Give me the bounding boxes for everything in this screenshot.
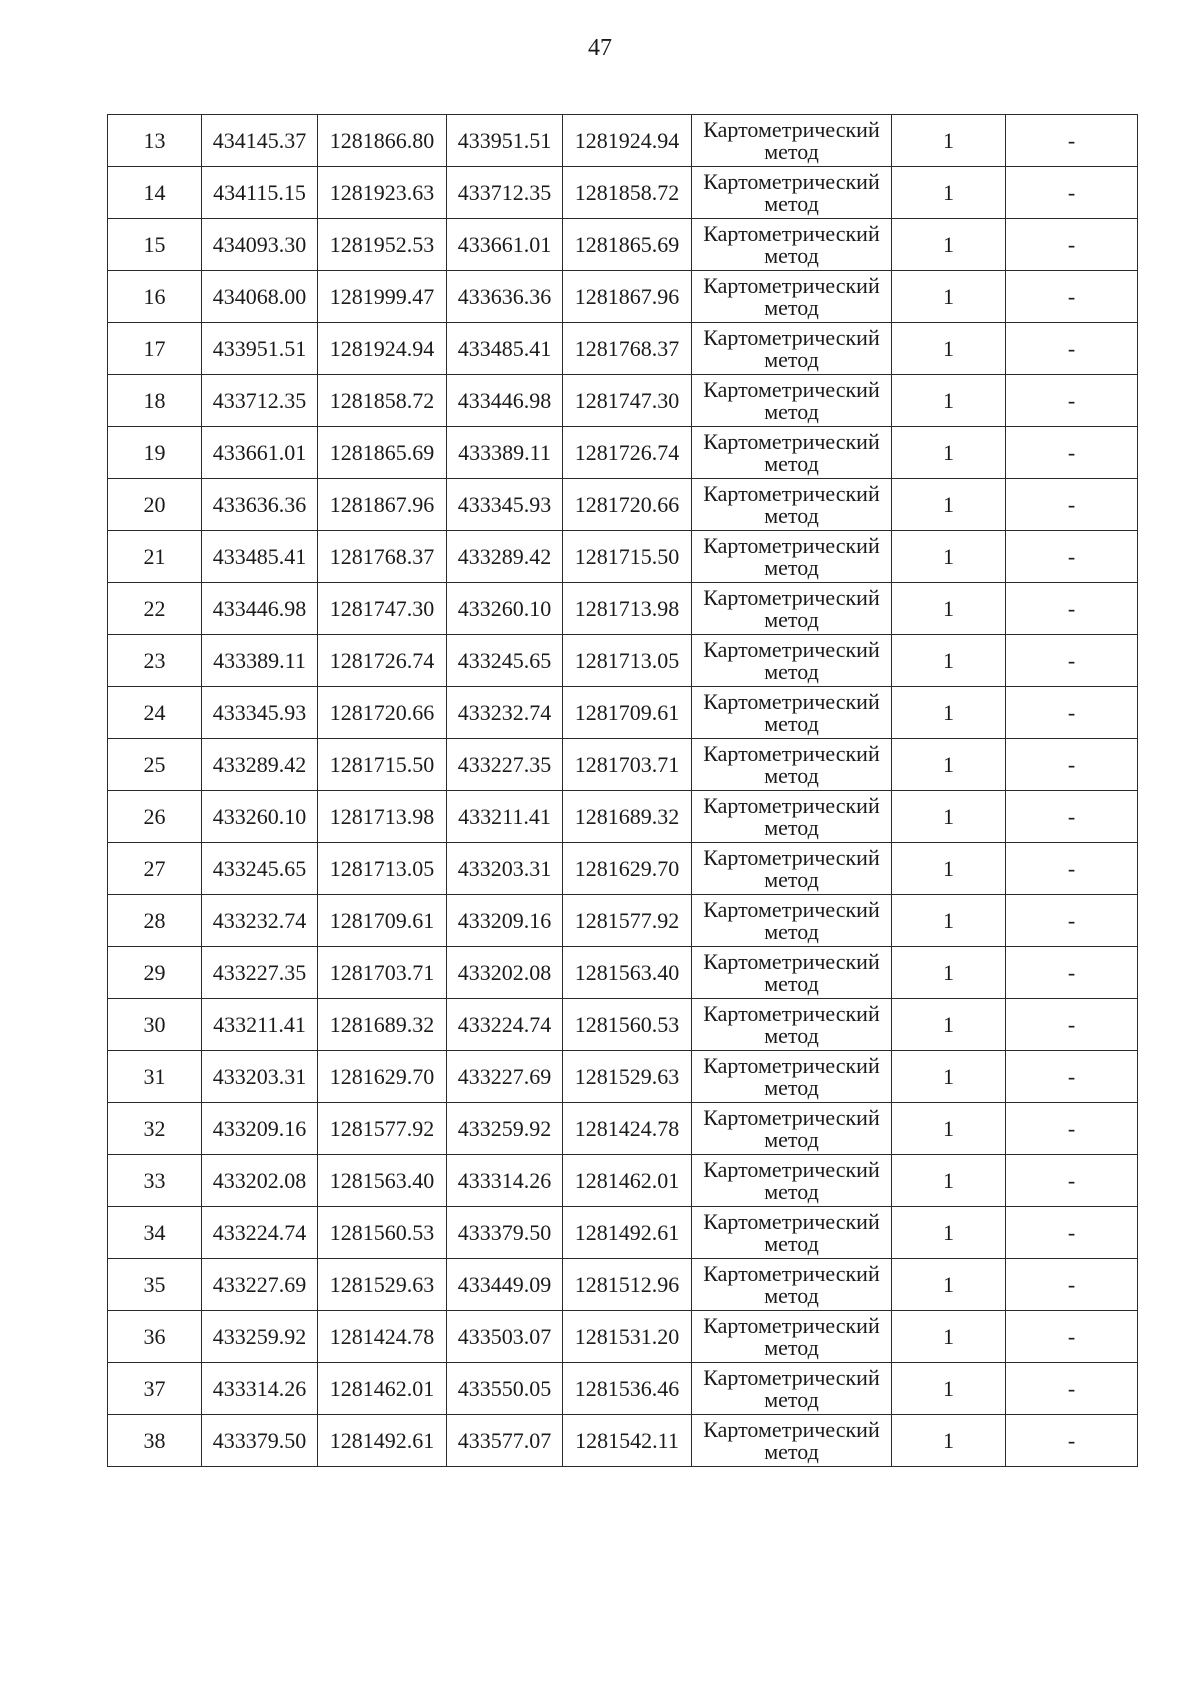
method-cell xyxy=(692,1259,892,1311)
point-number-cell: 27 xyxy=(108,843,202,895)
y-end-cell: 1281720.66 xyxy=(563,479,692,531)
method-cell xyxy=(692,271,892,323)
table-row xyxy=(108,219,1138,271)
method-cell xyxy=(692,427,892,479)
y-start-cell: 1281747.30 xyxy=(318,583,447,635)
x-start-cell: 433260.10 xyxy=(202,791,318,843)
note-cell: - xyxy=(1006,375,1138,427)
y-start-cell: 1281577.92 xyxy=(318,1103,447,1155)
method-cell xyxy=(692,1207,892,1259)
table-row xyxy=(108,531,1138,583)
note-cell: - xyxy=(1006,1311,1138,1363)
point-number-cell: 18 xyxy=(108,375,202,427)
accuracy-cell: 1 xyxy=(892,843,1006,895)
method-cell xyxy=(692,479,892,531)
x-end-cell: 433485.41 xyxy=(447,323,563,375)
accuracy-cell: 1 xyxy=(892,895,1006,947)
point-number-cell: 17 xyxy=(108,323,202,375)
y-start-cell: 1281529.63 xyxy=(318,1259,447,1311)
accuracy-cell: 1 xyxy=(892,427,1006,479)
x-end-cell: 433389.11 xyxy=(447,427,563,479)
x-start-cell: 433203.31 xyxy=(202,1051,318,1103)
point-number-cell: 28 xyxy=(108,895,202,947)
method-line-1: Картометрический xyxy=(703,949,880,974)
y-start-cell: 1281563.40 xyxy=(318,1155,447,1207)
note-cell: - xyxy=(1006,1415,1138,1467)
x-end-cell: 433449.09 xyxy=(447,1259,563,1311)
y-start-cell: 1281689.32 xyxy=(318,999,447,1051)
y-end-cell: 1281563.40 xyxy=(563,947,692,999)
method-cell xyxy=(692,895,892,947)
method-line-2: метод xyxy=(764,1387,819,1412)
x-end-cell: 433232.74 xyxy=(447,687,563,739)
x-start-cell: 433211.41 xyxy=(202,999,318,1051)
method-cell xyxy=(692,531,892,583)
x-start-cell: 433202.08 xyxy=(202,1155,318,1207)
method-line-1: Картометрический xyxy=(703,533,880,558)
table-row xyxy=(108,271,1138,323)
x-end-cell: 433289.42 xyxy=(447,531,563,583)
x-end-cell: 433259.92 xyxy=(447,1103,563,1155)
accuracy-cell: 1 xyxy=(892,1311,1006,1363)
method-line-1: Картометрический xyxy=(703,845,880,870)
accuracy-cell: 1 xyxy=(892,531,1006,583)
point-number-cell: 36 xyxy=(108,1311,202,1363)
y-start-cell: 1281924.94 xyxy=(318,323,447,375)
method-line-2: метод xyxy=(764,347,819,372)
accuracy-cell: 1 xyxy=(892,323,1006,375)
method-cell xyxy=(692,1311,892,1363)
point-number-cell: 14 xyxy=(108,167,202,219)
method-cell xyxy=(692,115,892,167)
x-start-cell: 433712.35 xyxy=(202,375,318,427)
method-line-1: Картометрический xyxy=(703,117,880,142)
method-line-2: метод xyxy=(764,1179,819,1204)
x-end-cell: 433951.51 xyxy=(447,115,563,167)
accuracy-cell: 1 xyxy=(892,635,1006,687)
table-row xyxy=(108,791,1138,843)
x-start-cell: 433345.93 xyxy=(202,687,318,739)
x-start-cell: 433485.41 xyxy=(202,531,318,583)
method-line-1: Картометрический xyxy=(703,689,880,714)
table-row xyxy=(108,1311,1138,1363)
method-line-1: Картометрический xyxy=(703,221,880,246)
table-row xyxy=(108,1259,1138,1311)
coordinates-table xyxy=(107,114,1138,1467)
accuracy-cell: 1 xyxy=(892,219,1006,271)
method-line-1: Картометрический xyxy=(703,1001,880,1026)
method-line-2: метод xyxy=(764,659,819,684)
method-line-2: метод xyxy=(764,867,819,892)
method-line-1: Картометрический xyxy=(703,481,880,506)
x-end-cell: 433260.10 xyxy=(447,583,563,635)
method-line-2: метод xyxy=(764,711,819,736)
method-line-1: Картометрический xyxy=(703,585,880,610)
y-end-cell: 1281715.50 xyxy=(563,531,692,583)
table-row xyxy=(108,115,1138,167)
point-number-cell: 20 xyxy=(108,479,202,531)
x-start-cell: 433227.69 xyxy=(202,1259,318,1311)
note-cell: - xyxy=(1006,739,1138,791)
page-number: 47 xyxy=(588,35,612,61)
accuracy-cell: 1 xyxy=(892,271,1006,323)
note-cell: - xyxy=(1006,427,1138,479)
note-cell: - xyxy=(1006,999,1138,1051)
method-cell xyxy=(692,323,892,375)
x-start-cell: 434068.00 xyxy=(202,271,318,323)
method-line-1: Картометрический xyxy=(703,273,880,298)
method-line-2: метод xyxy=(764,1127,819,1152)
x-start-cell: 433379.50 xyxy=(202,1415,318,1467)
y-end-cell: 1281462.01 xyxy=(563,1155,692,1207)
point-number-cell: 15 xyxy=(108,219,202,271)
accuracy-cell: 1 xyxy=(892,791,1006,843)
method-line-2: метод xyxy=(764,1231,819,1256)
y-start-cell: 1281768.37 xyxy=(318,531,447,583)
y-end-cell: 1281529.63 xyxy=(563,1051,692,1103)
note-cell: - xyxy=(1006,219,1138,271)
point-number-cell: 38 xyxy=(108,1415,202,1467)
x-start-cell: 433951.51 xyxy=(202,323,318,375)
method-line-2: метод xyxy=(764,971,819,996)
x-start-cell: 433227.35 xyxy=(202,947,318,999)
accuracy-cell: 1 xyxy=(892,583,1006,635)
note-cell: - xyxy=(1006,1103,1138,1155)
table-row xyxy=(108,375,1138,427)
accuracy-cell: 1 xyxy=(892,1363,1006,1415)
method-line-2: метод xyxy=(764,815,819,840)
x-start-cell: 433661.01 xyxy=(202,427,318,479)
point-number-cell: 32 xyxy=(108,1103,202,1155)
table-row xyxy=(108,1207,1138,1259)
table-row xyxy=(108,583,1138,635)
method-cell xyxy=(692,219,892,271)
accuracy-cell: 1 xyxy=(892,1207,1006,1259)
method-cell xyxy=(692,947,892,999)
x-end-cell: 433577.07 xyxy=(447,1415,563,1467)
table-row xyxy=(108,1103,1138,1155)
x-start-cell: 433636.36 xyxy=(202,479,318,531)
point-number-cell: 22 xyxy=(108,583,202,635)
note-cell: - xyxy=(1006,583,1138,635)
accuracy-cell: 1 xyxy=(892,479,1006,531)
y-start-cell: 1281726.74 xyxy=(318,635,447,687)
accuracy-cell: 1 xyxy=(892,1259,1006,1311)
accuracy-cell: 1 xyxy=(892,375,1006,427)
note-cell: - xyxy=(1006,1155,1138,1207)
method-cell xyxy=(692,791,892,843)
x-end-cell: 433224.74 xyxy=(447,999,563,1051)
x-start-cell: 433314.26 xyxy=(202,1363,318,1415)
method-line-2: метод xyxy=(764,919,819,944)
x-end-cell: 433379.50 xyxy=(447,1207,563,1259)
x-end-cell: 433203.31 xyxy=(447,843,563,895)
method-line-2: метод xyxy=(764,763,819,788)
accuracy-cell: 1 xyxy=(892,947,1006,999)
method-line-1: Картометрический xyxy=(703,1365,880,1390)
table-row xyxy=(108,479,1138,531)
note-cell: - xyxy=(1006,843,1138,895)
note-cell: - xyxy=(1006,323,1138,375)
y-start-cell: 1281629.70 xyxy=(318,1051,447,1103)
y-start-cell: 1281560.53 xyxy=(318,1207,447,1259)
table-row xyxy=(108,1051,1138,1103)
x-start-cell: 433245.65 xyxy=(202,843,318,895)
method-cell xyxy=(692,1103,892,1155)
y-start-cell: 1281866.80 xyxy=(318,115,447,167)
y-start-cell: 1281462.01 xyxy=(318,1363,447,1415)
method-line-2: метод xyxy=(764,1075,819,1100)
x-start-cell: 434093.30 xyxy=(202,219,318,271)
accuracy-cell: 1 xyxy=(892,739,1006,791)
accuracy-cell: 1 xyxy=(892,115,1006,167)
method-line-1: Картометрический xyxy=(703,1417,880,1442)
note-cell: - xyxy=(1006,635,1138,687)
y-start-cell: 1281713.98 xyxy=(318,791,447,843)
method-cell xyxy=(692,167,892,219)
y-end-cell: 1281924.94 xyxy=(563,115,692,167)
x-end-cell: 433712.35 xyxy=(447,167,563,219)
accuracy-cell: 1 xyxy=(892,1103,1006,1155)
x-start-cell: 433232.74 xyxy=(202,895,318,947)
method-line-2: метод xyxy=(764,555,819,580)
y-end-cell: 1281858.72 xyxy=(563,167,692,219)
table-row xyxy=(108,843,1138,895)
y-start-cell: 1281492.61 xyxy=(318,1415,447,1467)
method-cell xyxy=(692,1155,892,1207)
method-line-1: Картометрический xyxy=(703,377,880,402)
method-cell xyxy=(692,843,892,895)
y-end-cell: 1281865.69 xyxy=(563,219,692,271)
x-end-cell: 433550.05 xyxy=(447,1363,563,1415)
y-start-cell: 1281952.53 xyxy=(318,219,447,271)
note-cell: - xyxy=(1006,1051,1138,1103)
table-row xyxy=(108,1155,1138,1207)
x-end-cell: 433345.93 xyxy=(447,479,563,531)
y-end-cell: 1281560.53 xyxy=(563,999,692,1051)
y-start-cell: 1281865.69 xyxy=(318,427,447,479)
method-line-2: метод xyxy=(764,503,819,528)
x-end-cell: 433227.69 xyxy=(447,1051,563,1103)
method-line-1: Картометрический xyxy=(703,1261,880,1286)
y-end-cell: 1281536.46 xyxy=(563,1363,692,1415)
method-line-1: Картометрический xyxy=(703,1105,880,1130)
y-end-cell: 1281709.61 xyxy=(563,687,692,739)
method-cell xyxy=(692,375,892,427)
point-number-cell: 19 xyxy=(108,427,202,479)
point-number-cell: 24 xyxy=(108,687,202,739)
method-line-2: метод xyxy=(764,607,819,632)
point-number-cell: 35 xyxy=(108,1259,202,1311)
y-end-cell: 1281492.61 xyxy=(563,1207,692,1259)
method-line-1: Картометрический xyxy=(703,325,880,350)
y-start-cell: 1281424.78 xyxy=(318,1311,447,1363)
method-cell xyxy=(692,739,892,791)
table-row xyxy=(108,1363,1138,1415)
note-cell: - xyxy=(1006,167,1138,219)
y-end-cell: 1281768.37 xyxy=(563,323,692,375)
method-cell xyxy=(692,999,892,1051)
accuracy-cell: 1 xyxy=(892,1051,1006,1103)
note-cell: - xyxy=(1006,947,1138,999)
note-cell: - xyxy=(1006,1363,1138,1415)
y-start-cell: 1281858.72 xyxy=(318,375,447,427)
point-number-cell: 31 xyxy=(108,1051,202,1103)
method-line-2: метод xyxy=(764,1283,819,1308)
y-end-cell: 1281726.74 xyxy=(563,427,692,479)
accuracy-cell: 1 xyxy=(892,1415,1006,1467)
method-cell xyxy=(692,1415,892,1467)
method-line-2: метод xyxy=(764,1335,819,1360)
y-end-cell: 1281424.78 xyxy=(563,1103,692,1155)
note-cell: - xyxy=(1006,687,1138,739)
method-line-1: Картометрический xyxy=(703,429,880,454)
note-cell: - xyxy=(1006,115,1138,167)
point-number-cell: 34 xyxy=(108,1207,202,1259)
method-line-1: Картометрический xyxy=(703,897,880,922)
note-cell: - xyxy=(1006,531,1138,583)
table-row xyxy=(108,687,1138,739)
method-line-1: Картометрический xyxy=(703,741,880,766)
note-cell: - xyxy=(1006,895,1138,947)
method-cell xyxy=(692,583,892,635)
method-line-2: метод xyxy=(764,295,819,320)
x-end-cell: 433227.35 xyxy=(447,739,563,791)
x-start-cell: 433224.74 xyxy=(202,1207,318,1259)
method-cell xyxy=(692,1051,892,1103)
y-end-cell: 1281867.96 xyxy=(563,271,692,323)
table-row xyxy=(108,999,1138,1051)
table-row xyxy=(108,739,1138,791)
note-cell: - xyxy=(1006,271,1138,323)
x-start-cell: 434145.37 xyxy=(202,115,318,167)
note-cell: - xyxy=(1006,479,1138,531)
method-line-1: Картометрический xyxy=(703,1157,880,1182)
point-number-cell: 25 xyxy=(108,739,202,791)
x-end-cell: 433314.26 xyxy=(447,1155,563,1207)
method-line-2: метод xyxy=(764,451,819,476)
x-end-cell: 433245.65 xyxy=(447,635,563,687)
table-row xyxy=(108,895,1138,947)
y-start-cell: 1281720.66 xyxy=(318,687,447,739)
accuracy-cell: 1 xyxy=(892,167,1006,219)
table-row xyxy=(108,1415,1138,1467)
y-start-cell: 1281923.63 xyxy=(318,167,447,219)
method-line-1: Картометрический xyxy=(703,1053,880,1078)
x-end-cell: 433202.08 xyxy=(447,947,563,999)
y-end-cell: 1281703.71 xyxy=(563,739,692,791)
x-end-cell: 433636.36 xyxy=(447,271,563,323)
note-cell: - xyxy=(1006,1207,1138,1259)
table-row xyxy=(108,323,1138,375)
y-start-cell: 1281709.61 xyxy=(318,895,447,947)
point-number-cell: 26 xyxy=(108,791,202,843)
method-cell xyxy=(692,1363,892,1415)
y-end-cell: 1281629.70 xyxy=(563,843,692,895)
table-row xyxy=(108,947,1138,999)
y-end-cell: 1281512.96 xyxy=(563,1259,692,1311)
y-start-cell: 1281867.96 xyxy=(318,479,447,531)
y-end-cell: 1281531.20 xyxy=(563,1311,692,1363)
point-number-cell: 30 xyxy=(108,999,202,1051)
point-number-cell: 23 xyxy=(108,635,202,687)
point-number-cell: 13 xyxy=(108,115,202,167)
table-row xyxy=(108,635,1138,687)
y-end-cell: 1281713.98 xyxy=(563,583,692,635)
x-end-cell: 433503.07 xyxy=(447,1311,563,1363)
x-start-cell: 433389.11 xyxy=(202,635,318,687)
method-line-1: Картометрический xyxy=(703,793,880,818)
point-number-cell: 29 xyxy=(108,947,202,999)
y-end-cell: 1281577.92 xyxy=(563,895,692,947)
point-number-cell: 33 xyxy=(108,1155,202,1207)
y-start-cell: 1281703.71 xyxy=(318,947,447,999)
x-end-cell: 433211.41 xyxy=(447,791,563,843)
x-start-cell: 434115.15 xyxy=(202,167,318,219)
method-line-2: метод xyxy=(764,1023,819,1048)
x-start-cell: 433446.98 xyxy=(202,583,318,635)
note-cell: - xyxy=(1006,1259,1138,1311)
point-number-cell: 16 xyxy=(108,271,202,323)
point-number-cell: 21 xyxy=(108,531,202,583)
method-line-2: метод xyxy=(764,243,819,268)
accuracy-cell: 1 xyxy=(892,687,1006,739)
x-end-cell: 433209.16 xyxy=(447,895,563,947)
x-end-cell: 433446.98 xyxy=(447,375,563,427)
table-body xyxy=(108,115,1138,1467)
y-start-cell: 1281713.05 xyxy=(318,843,447,895)
method-line-2: метод xyxy=(764,139,819,164)
point-number-cell: 37 xyxy=(108,1363,202,1415)
method-line-2: метод xyxy=(764,1439,819,1464)
x-start-cell: 433209.16 xyxy=(202,1103,318,1155)
table-row xyxy=(108,427,1138,479)
note-cell: - xyxy=(1006,791,1138,843)
y-start-cell: 1281715.50 xyxy=(318,739,447,791)
y-start-cell: 1281999.47 xyxy=(318,271,447,323)
method-cell xyxy=(692,687,892,739)
y-end-cell: 1281689.32 xyxy=(563,791,692,843)
y-end-cell: 1281542.11 xyxy=(563,1415,692,1467)
x-start-cell: 433289.42 xyxy=(202,739,318,791)
y-end-cell: 1281747.30 xyxy=(563,375,692,427)
method-line-1: Картометрический xyxy=(703,169,880,194)
method-line-2: метод xyxy=(764,399,819,424)
x-start-cell: 433259.92 xyxy=(202,1311,318,1363)
accuracy-cell: 1 xyxy=(892,999,1006,1051)
method-line-1: Картометрический xyxy=(703,637,880,662)
y-end-cell: 1281713.05 xyxy=(563,635,692,687)
method-cell xyxy=(692,635,892,687)
accuracy-cell: 1 xyxy=(892,1155,1006,1207)
method-line-1: Картометрический xyxy=(703,1313,880,1338)
table-row xyxy=(108,167,1138,219)
x-end-cell: 433661.01 xyxy=(447,219,563,271)
method-line-1: Картометрический xyxy=(703,1209,880,1234)
method-line-2: метод xyxy=(764,191,819,216)
